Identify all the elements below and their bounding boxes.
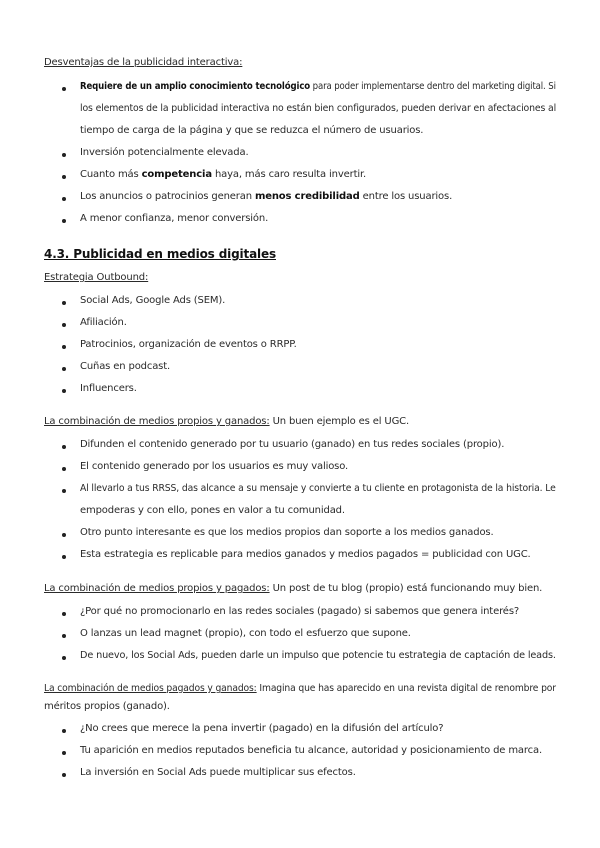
bullet	[62, 367, 66, 371]
bullet	[62, 389, 66, 393]
list-item: Al llevarlo a tus RRSS, das alcance a su mensaje y convierte a tu cliente en protagonista de la historia. Le	[80, 483, 556, 494]
bullet	[62, 301, 66, 305]
bullet	[62, 345, 66, 349]
list-item: Cuñas en podcast.	[80, 361, 171, 372]
list-item: Difunden el contenido generado por tu usuario (ganado) en tus redes sociales (propio).	[80, 439, 505, 450]
list-item: Influencers.	[80, 383, 137, 394]
list-item: Esta estrategia es replicable para medios ganados y medios pagados = publicidad con UGC.	[80, 549, 531, 560]
list-item: Tu aparición en medios reputados beneficia tu alcance, autoridad y posicionamiento de marca.	[80, 745, 543, 756]
list-item: Afiliación.	[80, 317, 127, 328]
list-item: ¿Por qué no promocionarlo en las redes sociales (pagado) si sabemos que genera interés?	[80, 606, 520, 617]
bullet	[62, 612, 66, 616]
bullet	[62, 555, 66, 559]
section-intro: La combinación de medios propios y ganados: Un buen ejemplo es el UGC.	[44, 416, 410, 427]
bullet	[62, 197, 66, 201]
bullet	[62, 634, 66, 638]
list-item: De nuevo, los Social Ads, pueden darle un impulso que potencie tu estrategia de captación de leads.	[80, 650, 556, 661]
list-item: Social Ads, Google Ads (SEM).	[80, 295, 226, 306]
list-item: Cuanto más competencia haya, más caro resulta invertir.	[80, 169, 367, 180]
list-item: El contenido generado por los usuarios es muy valioso.	[80, 461, 349, 472]
bullet	[62, 153, 66, 157]
list-item-continuation: tiempo de carga de la página y que se reduzca el número de usuarios.	[80, 125, 424, 136]
list-item-continuation: los elementos de la publicidad interactiva no están bien configurados, pueden derivar en afectaciones al	[80, 103, 557, 114]
bullet	[62, 533, 66, 537]
bullet	[62, 489, 66, 493]
list-item: Los anuncios o patrocinios generan menos credibilidad entre los usuarios.	[80, 191, 453, 202]
bullet	[62, 656, 66, 660]
bullet	[62, 445, 66, 449]
section-title-pagados-ganados: La combinación de medios pagados y ganados:	[44, 683, 257, 694]
list-item: Otro punto interesante es que los medios propios dan soporte a los medios ganados.	[80, 527, 494, 538]
bullet	[62, 175, 66, 179]
list-item: O lanzas un lead magnet (propio), con todo el esfuerzo que supone.	[80, 628, 411, 639]
list-item: Inversión potencialmente elevada.	[80, 147, 249, 158]
section-title-propios-ganados: La combinación de medios propios y ganados:	[44, 416, 270, 427]
list-item: Requiere de un amplio conocimiento tecnológico para poder implementarse dentro del marketing digital. Si	[80, 81, 556, 92]
list-item: A menor confianza, menor conversión.	[80, 213, 269, 224]
section-intro: La combinación de medios propios y pagados: Un post de tu blog (propio) está funcionando muy bien.	[44, 583, 543, 594]
list-item: Patrocinios, organización de eventos o RRPP.	[80, 339, 297, 350]
bullet	[62, 751, 66, 755]
section-title-outbound: Estrategia Outbound:	[44, 272, 149, 283]
list-item: ¿No crees que merece la pena invertir (pagado) en la difusión del artículo?	[80, 723, 444, 734]
section-title-desventajas: Desventajas de la publicidad interactiva:	[44, 57, 243, 68]
section-intro-continuation: méritos propios (ganado).	[44, 701, 170, 712]
list-item-continuation: empoderas y con ello, pones en valor a tu comunidad.	[80, 505, 345, 516]
list-item: La inversión en Social Ads puede multiplicar sus efectos.	[80, 767, 356, 778]
bullet	[62, 729, 66, 733]
section-title-propios-pagados: La combinación de medios propios y pagados:	[44, 583, 270, 594]
bullet	[62, 323, 66, 327]
section-heading: 4.3. Publicidad en medios digitales	[44, 247, 276, 261]
section-intro: La combinación de medios pagados y ganados: Imagina que has aparecido en una revista digital de renombre por	[44, 683, 556, 694]
bullet	[62, 773, 66, 777]
bullet	[62, 467, 66, 471]
bullet	[62, 87, 66, 91]
bullet	[62, 219, 66, 223]
